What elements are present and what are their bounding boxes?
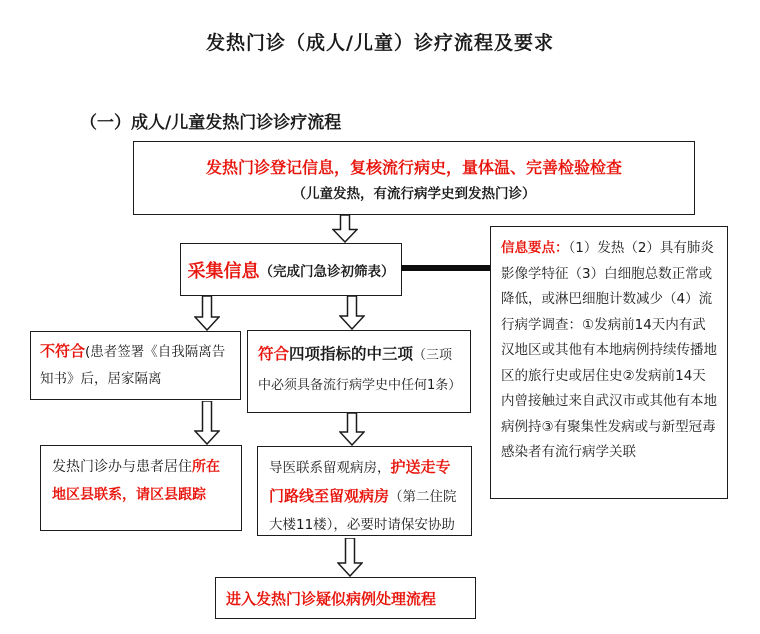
- registration-sub-text: （儿童发热，有流行病学史到发热门诊）: [292, 185, 536, 202]
- county-follow-box: [40, 445, 242, 531]
- county-follow-black-text: 发热门诊办与患者居住: [52, 459, 192, 475]
- info-points-body: （1）发热（2）具有肺炎影像学特征（3）白细胞总数正常或降低，或淋巴细胞计数减少（4）流行病学调查：①发病前14天内有武汉地区或其他有本地病例持续传播地区的旅行史或居住史②发病前14天内曾接触过来自武汉市或其他有本地病例持③有聚集性发病或与新型冠毒感染者有流行病学关联: [501, 240, 717, 460]
- county-follow-red-text: 所在地区县联系，请区县跟踪: [52, 459, 220, 503]
- collect-main-text: 采集信息: [187, 260, 260, 282]
- flow-arrow-down-left-2: [194, 401, 220, 445]
- not-match-body: (患者签署《自我隔离告知书》后，居家隔离: [40, 344, 226, 387]
- ward-box: [257, 446, 472, 536]
- final-step-text: 进入发热门诊疑似病例处理流程: [226, 589, 437, 608]
- info-points-label: 信息要点：: [501, 240, 569, 256]
- flow-arrow-down-left: [194, 296, 220, 331]
- collect-info-box: [180, 243, 402, 296]
- match-bold-text: 四项指标的中三项: [289, 345, 414, 363]
- match-label: 符合: [258, 345, 290, 363]
- registration-main-text: 发热门诊登记信息，复核流行病史，量体温、完善检验检查: [205, 157, 622, 177]
- final-step-box: [215, 577, 476, 619]
- not-match-label: 不符合: [40, 342, 86, 360]
- section-heading: （一）成人/儿童发热门诊诊疗流程: [80, 113, 342, 133]
- ward-black-text-2: （第二住院大楼11楼），必要时请保安协助: [269, 489, 457, 533]
- info-points-box: [490, 226, 728, 499]
- flow-arrow-down-right-2: [339, 413, 365, 446]
- ward-red-text: 护送走专门路线至留观病房: [269, 458, 451, 505]
- match-body: （三项中必须具备流行病学史中任何1条）: [258, 348, 462, 393]
- match-box: [247, 330, 471, 413]
- not-match-box: [30, 331, 241, 400]
- connector-line: [401, 265, 491, 271]
- ward-black-text-1: 导医联系留观病房，: [269, 460, 391, 476]
- flow-arrow-down-right: [339, 296, 365, 330]
- registration-box: [133, 141, 695, 215]
- page-title: 发热门诊（成人/儿童）诊疗流程及要求: [206, 32, 554, 54]
- flow-arrow-down-1: [332, 215, 358, 243]
- collect-sub-text: （完成门急诊初筛表）: [259, 263, 395, 280]
- flow-arrow-down-final: [337, 538, 363, 577]
